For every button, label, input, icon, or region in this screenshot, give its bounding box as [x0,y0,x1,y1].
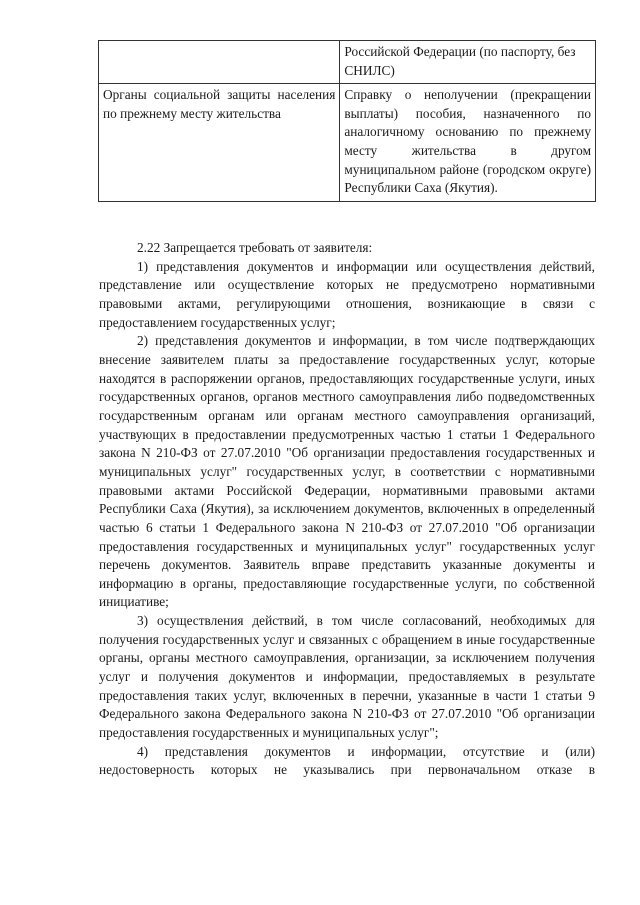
list-item: 3) осуществления действий, в том числе согласований, необходимых для получения государственных услуг и связанных с обращением в иные государственные органы, органы местного самоуправления, организации, за исключением получения услуг и получения документов и информации, предоставляемых в результате предоставления таких услуг, включенных в перечни, указанные в части 1 статьи 9 Федерального закона Федерального закона N 210-ФЗ от 27.07.2010 "Об организации предоставления государственных и муниципальных услуг"; [99,613,595,741]
list-item: 4) представления документов и информации, отсутствие и (или) недостоверность которых не указывались при первоначальном отказе в [99,743,595,778]
table-row [99,84,596,202]
list-item: 2) представления документов и информации, в том числе подтверждающих внесение заявителем платы за предоставление государственных услуг, которые находятся в распоряжении органов, предоставляющих государственные услуги, иных государственных органов, органов местного самоуправления либо подведомственных государственным органам или органам местного самоуправления организаций, участвующих в предоставлении предусмотренных частью 1 статьи 1 Федерального закона N 210-ФЗ от 27.07.2010 "Об организации предоставления государственных и муниципальных услуг" государственных услуг, в соответствии с нормативными правовыми актами Российской Федерации, нормативными правовыми актами Республики Саха (Якутия), за исключением документов, включенных в определенный частью 6 статьи 1 Федерального закона N 210-ФЗ от 27.07.2010 "Об организации предоставления государственных и муниципальных услуг" государственных услуг перечень документов. Заявитель вправе представить указанные документы и информацию в органы, предоставляющие государственные услуги, по собственной инициативе; [99,333,595,610]
list-item: 1) представления документов и информации или осуществления действий, представление или осуществление которых не предусмотрено нормативными правовыми актами, регулирующими отношения, возникающие в связи с предоставлением государственных услуг; [99,258,595,330]
documents-table [98,40,596,202]
table-row [99,41,596,84]
section-2-22 [99,239,595,780]
table-cell-organ: Органы социальной защиты населения по прежнему месту жительства [99,84,340,202]
table-cell-organ [99,41,340,84]
table-cell-document: Российской Федерации (по паспорту, без СНИЛС) [340,41,596,84]
section-heading: 2.22 Запрещается требовать от заявителя: [137,240,373,255]
table-cell-document: Справку о неполучении (прекращении выплаты) пособия, назначенного по аналогичному основанию по прежнему месту жительства в другом муниципальном районе (городском округе) Республики Саха (Якутия). [340,84,596,202]
